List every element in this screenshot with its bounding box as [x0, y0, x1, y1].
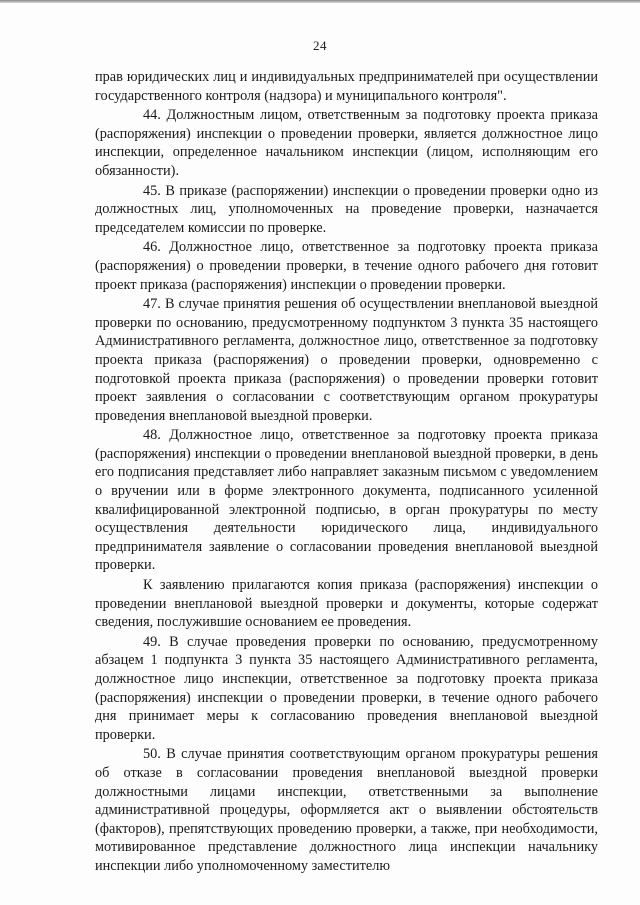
page-top-edge	[0, 0, 640, 3]
document-body	[95, 68, 598, 876]
paragraph-50: 50. В случае принятия соответствующим органом прокуратуры решения об отказе в согласовании проведения внеплановой выездной проверки должностными лицами инспекции, ответственными за выполнение административной процедуры, оформляется акт о выявлении обстоятельств (факторов), препятствующих проведению проверки, а также, при необходимости, мотивированное представление должностного лица инспекции начальнику инспекции либо уполномоченному заместителю	[95, 746, 598, 874]
paragraph-48-attachment: К заявлению прилагаются копия приказа (распоряжения) инспекции о проведении внеплановой выездной проверки и документы, которые содержат сведения, послужившие основанием ее проведения.	[95, 577, 598, 631]
paragraph-48: 48. Должностное лицо, ответственное за подготовку проекта приказа (распоряжения) инспекции о проведении внеплановой выездной проверки, в день его подписания представляет либо направляет заказным письмом с уведомлением о вручении или в форме электронного документа, подписанного усиленной квалифицированной электронной подписью, в орган прокуратуры по месту осуществления деятельности юридического лица, индивидуального предпринимателя заявление о согласовании проведения внеплановой выездной проверки.	[95, 427, 598, 574]
paragraph-49: 49. В случае проведения проверки по основанию, предусмотренному абзацем 1 подпункта 3 пункта 35 настоящего Административного регламента, должностное лицо инспекции, ответственное за подготовку проекта приказа (распоряжения) инспекции о проведении проверки, в течение одного рабочего дня принимает меры к согласованию проведения внеплановой выездной проверки.	[95, 633, 598, 743]
paragraph-47: 47. В случае принятия решения об осуществлении внеплановой выездной проверки по основанию, предусмотренному подпунктом 3 пункта 35 настоящего Административного регламента, должностное лицо, ответственное за подготовку проекта приказа (распоряжения) о проведении проверки, одновременно с подготовкой проекта приказа (распоряжения) о проведении проверки готовит проект заявления о согласовании с соответствующим органом прокуратуры проведения внеплановой выездной проверки.	[95, 296, 598, 424]
page-number: 24	[313, 38, 327, 53]
paragraph-continuation: прав юридических лиц и индивидуальных предпринимателей при осуществлении государственного контроля (надзора) и муниципального контроля".	[95, 69, 598, 104]
paragraph-46: 46. Должностное лицо, ответственное за подготовку проекта приказа (распоряжения) о проведении проверки, в течение одного рабочего дня готовит проект приказа (распоряжения) инспекции о проведении проверки.	[95, 239, 598, 293]
paragraph-45: 45. В приказе (распоряжении) инспекции о проведении проверки одно из должностных лиц, уполномоченных на проведение проверки, назначается председателем комиссии по проверке.	[95, 182, 598, 236]
paragraph-44: 44. Должностным лицом, ответственным за подготовку проекта приказа (распоряжения) инспекции о проведении проверки, является должностное лицо инспекции, определенное начальником инспекции (лицом, исполняющим его обязанности).	[95, 107, 598, 179]
